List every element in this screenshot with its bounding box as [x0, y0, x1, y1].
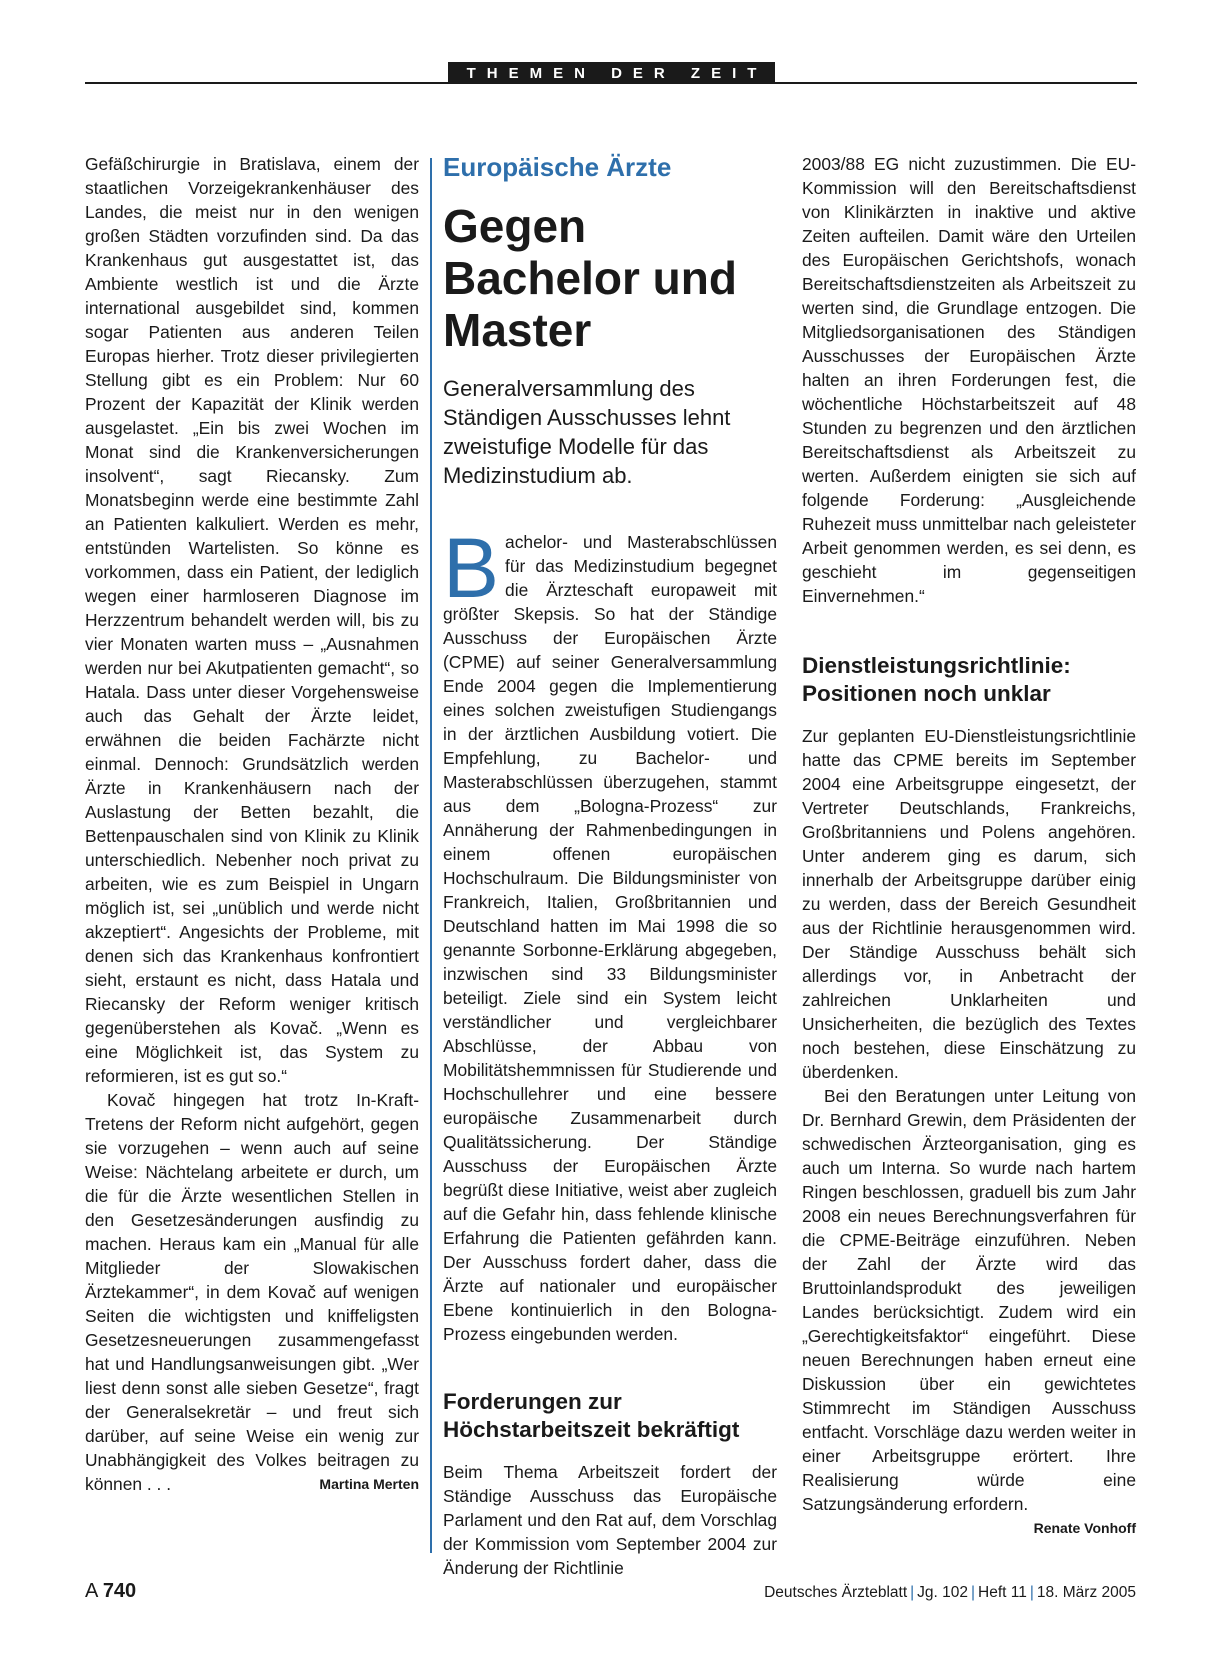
author-byline: Martina Merten [319, 1476, 419, 1492]
paragraph: Gefäßchirurgie in Bratislava, einem der staatlichen Vorzeigekrankenhäuser des Landes, die meist nur in den wenigen großen Städten vorzufinden sind. Da das Krankenhaus gut ausgestattet ist, das Ambiente westlich ist und die Ärzte international ausgebildet sind, kommen sogar Patienten aus anderen Teilen Europas hierher. Trotz dieser privilegierten Stellung gibt es ein Problem: Nur 60 Prozent der Kapazität der Klinik werden ausgelastet. „Ein bis zwei Wochen im Monat sind die Krankenversicherungen insolvent“, sagt Riecansky. Zum Monatsbeginn werde eine bestimmte Zahl an Patienten kalkuliert. Werden es mehr, entstünden Wartelisten. So könne es vorkommen, dass ein Patient, der lediglich wegen einer harmloseren Diagnose im Herzzentrum behandelt werden will, bis zu vier Monaten warten muss – „Ausnahmen werden nur bei Akutpatienten gemacht“, so Hatala. Dass unter dieser Vorgehensweise auch das Gehalt der Ärzte leidet, erwähnen die beiden Fachärzte nicht einmal. Dennoch: Grundsätzlich werden Ärzte in Krankenhäusern nach der Auslastung der Betten bezahlt, die Bettenpauschalen sind von Klinik zu Klinik unterschiedlich. Nebenher noch privat zu arbeiten, wie es zum Beispiel in Ungarn möglich ist, sei „unüblich und werde nicht akzeptiert“. Angesichts der Probleme, mit denen sich das Krankenhaus konfrontiert sieht, erstaunt es nicht, dass Hatala und Riecansky der Reform weniger kritisch gegenüberstehen als Kovač. „Wenn es eine Möglichkeit ist, das System zu reformieren, ist es gut so.“ [85, 154, 419, 1086]
paragraph [802, 1084, 1136, 1536]
paragraph-text: Bei den Beratungen unter Leitung von Dr. Bernhard Grewin, dem Präsidenten der schwedischen Ärzteorganisation, ging es auch um Interna. So wurde nach hartem Ringen beschlossen, graduell bis zum Jahr 2008 ein neues Berechnungsverfahren für die CPME-Beiträge einzuführen. Neben der Zahl der Ärzte wird das Bruttoinlandsprodukt des jeweiligen Landes berücksichtigt. Zudem wird ein „Gerechtigkeitsfaktor“ eingeführt. Diese neuen Berechnungen haben erneut eine Diskussion über ein gewichtetes Stimmrecht im Ständigen Ausschuss entfacht. Vorschläge dazu werden weiter in einer Arbeitsgruppe erörtert. Ihre Realisierung würde eine Satzungsänderung erfordern. [802, 1086, 1136, 1514]
page-number-value: 740 [102, 1580, 137, 1602]
journal-footer: Deutsches Ärzteblatt | Jg. 102 | Heft 11 | 18. März 2005 [764, 1584, 1136, 1601]
author-byline: Renate Vonhoff [1033, 1520, 1136, 1536]
article-headline: Gegen Bachelor und Master [443, 200, 737, 356]
journal-volume: Jg. 102 [917, 1584, 969, 1601]
paragraph-text: achelor- und Masterabschlüssen für das Medizinstudium begegnet die Ärzteschaft europaweit mit größter Skepsis. So hat der Ständige Ausschuss der Europäischen Ärzte (CPME) auf seiner Generalversammlung Ende 2004 gegen die Implementierung eines solchen zweistufigen Studiengangs in der ärztlichen Ausbildung votiert. Die Empfehlung, zu Bachelor- und Masterabschlüssen überzugehen, stammt aus dem „Bologna-Prozess“ zur Annäherung der Rahmenbedingungen in einem offenen europäischen Hochschulraum. Die Bildungsminister von Frankreich, Italien, Großbritannien und Deutschland hatten im Mai 1998 die so genannte Sorbonne-Erklärung abgegeben, inzwischen sind 33 Bildungsminister beteiligt. Ziele sind ein System leicht verständlicher und vergleichbarer Abschlüsse, der Abbau von Mobilitätshemmnissen für Studierende und Hochschullehrer und eine bessere europäische Zusammenarbeit durch Qualitätssicherung. Der Ständige Ausschuss der Europäischen Ärzte begrüßt diese Initiative, weist aber zugleich auf die Gefahr hin, dass fehlende klinische Erfahrung die Patienten gefährden kann. Der Ausschuss fordert daher, dass die Ärzte auf nationaler und europäischer Ebene kontinuierlich in den Bologna-Prozess eingebunden werden. [443, 532, 777, 1344]
column-divider [430, 158, 432, 1553]
column-1 [85, 152, 419, 1496]
paragraph-text: Kovač hingegen hat trotz In-Kraft-Tretens der Reform nicht aufgehört, gegen sie vorzugehen – wenn auch auf seine Weise: Nächtelang arbeitete er durch, um die für die Ärzte wesentlichen Stellen in den Gesetzesänderungen ausfindig zu machen. Heraus kam ein „Manual für alle Mitglieder der Slowakischen Ärztekammer“, in dem Kovač auf wenigen Seiten die wichtigsten und kniffeligsten Gesetzesneuerungen zusammengefasst hat und Handlungsanweisungen gibt. „Wer liest denn sonst alle sieben Gesetze“, fragt der Generalsekretär – und freut sich darüber, auf seine Weise ein wenig zur Unabhängigkeit des Volkes beitragen zu können . . . [85, 1090, 419, 1494]
page-number [85, 1580, 136, 1603]
article-subtitle: Generalversammlung des Ständigen Ausschusses lehnt zweistufige Modelle für das Medizinstudium ab. [443, 376, 731, 488]
paragraph: 2003/88 EG nicht zuzustimmen. Die EU-Kommission will den Bereitschaftsdienst von Klinikärzten in inaktive und aktive Zeiten aufteilen. Damit wäre den Urteilen des Europäischen Gerichtshofs, wonach Bereitschaftsdienstzeiten als Arbeitszeit zu werten sind, die Grundlage entzogen. Die Mitgliedsorganisationen des Ständigen Ausschusses der Europäischen Ärzte halten an ihren Forderungen fest, die wöchentliche Höchstarbeitszeit auf 48 Stunden zu begrenzen und den ärztlichen Bereitschaftsdienst als Arbeitszeit zu werten. Außerdem einigten sie sich auf folgende Forderung: „Ausgleichende Ruhezeit muss unmittelbar nach geleisteter Arbeit genommen werden, es sei denn, es geschieht im gegenseitigen Einvernehmen.“ [802, 154, 1136, 606]
section-subhead: Dienstleistungsrichtlinie: Positionen noch unklar [802, 653, 1071, 706]
article-kicker: Europäische Ärzte [443, 152, 672, 182]
paragraph: Beim Thema Arbeitszeit fordert der Ständige Ausschuss das Europäische Parlament und den Rat auf, dem Vorschlag der Kommission vom September 2004 zur Änderung der Richtlinie [443, 1462, 777, 1578]
section-subhead: Forderungen zur Höchstarbeitszeit bekräftigt [443, 1389, 740, 1442]
column-2 [443, 152, 777, 1580]
section-banner: THEMEN DER ZEIT [448, 62, 775, 84]
column-3 [802, 152, 1136, 1540]
lead-paragraph [443, 521, 777, 1346]
paragraph [85, 1088, 419, 1496]
journal-issue: Heft 11 [978, 1584, 1027, 1601]
page-prefix: A [85, 1580, 98, 1602]
journal-name: Deutsches Ärzteblatt [764, 1584, 908, 1601]
paragraph: Zur geplanten EU-Dienstleistungsrichtlinie hatte das CPME bereits im September 2004 eine Arbeitsgruppe eingesetzt, der Vertreter Deutschlands, Frankreichs, Großbritanniens und Polens angehören. Unter anderem ging es darum, sich innerhalb der Arbeitsgruppe darüber einig zu werden, dass der Bereich Gesundheit aus der Richtlinie herausgenommen wird. Der Ständige Ausschuss behält sich allerdings vor, in Anbetracht der zahlreichen Unklarheiten und Unsicherheiten, die bezüglich des Textes noch bestehen, diese Einschätzung zu überdenken. [802, 726, 1136, 1082]
dropcap: B [443, 521, 500, 615]
journal-date: 18. März 2005 [1036, 1584, 1136, 1601]
